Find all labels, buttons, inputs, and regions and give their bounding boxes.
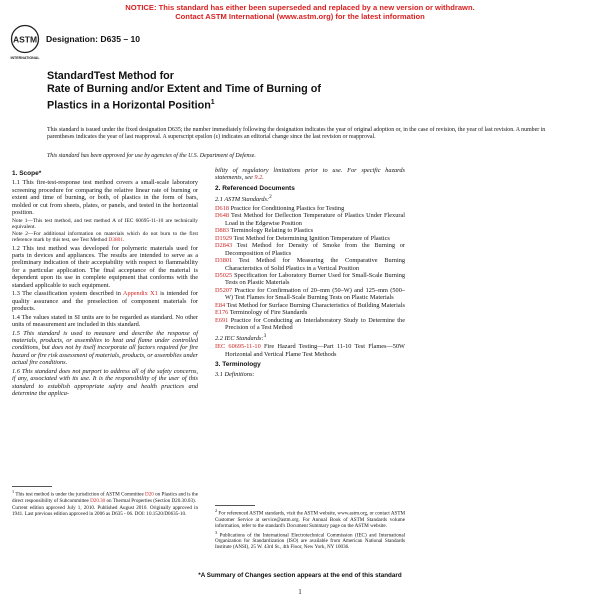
supersede-notice bbox=[0, 3, 600, 21]
scope-1-3 bbox=[12, 290, 198, 312]
link-d20-30[interactable]: D20.30 bbox=[90, 497, 106, 504]
note-1: Note 1—This test method, and test method A of IEC 60695-11-10 are technically equivalent. bbox=[12, 217, 198, 230]
reference-title: Specification for Laboratory Burner Used for Small-Scale Burning Tests on Plastic Materials bbox=[225, 271, 405, 287]
link-d3801[interactable]: D3801 bbox=[108, 237, 124, 244]
scope-1-3-text: 1.3 The classification system described in bbox=[12, 290, 123, 298]
title-line-3 bbox=[47, 96, 487, 113]
title-line-2: Rate of Burning and/or Extent and Time of Burning of bbox=[47, 83, 321, 95]
reference-item bbox=[215, 287, 405, 302]
footnote-1-mid: on Plastics and is the direct responsibility of Subcommittee bbox=[12, 491, 198, 504]
scope-1-5: 1.5 This standard is used to measure and describe the response of materials, products, or assemblies to heat and flame under controlled conditions, but does not by itself incorporate all factors required for fire hazard or fire risk assessment of materials, products, or assemblies under actual fire conditions. bbox=[12, 329, 198, 367]
reference-link-d3801[interactable]: D3801 bbox=[215, 257, 233, 265]
footnotes-left bbox=[12, 486, 198, 518]
reference-title: Test Method for Density of Smoke from the Burning or Decomposition of Plastics bbox=[225, 242, 405, 257]
reference-item bbox=[215, 272, 405, 287]
note-2 bbox=[12, 231, 198, 243]
designation: Designation: D635 – 10 bbox=[46, 34, 141, 44]
footnotes-right bbox=[215, 505, 405, 551]
footnote-rule-left bbox=[12, 486, 52, 487]
reference-item bbox=[215, 227, 405, 234]
astm-standards-label: 2.1 ASTM Standards: bbox=[215, 196, 270, 204]
note-2-text: Note 2—For additional information on materials which do not burn to the first reference mark by this test, see Test Method bbox=[12, 231, 198, 244]
scope-cont-text: bility of regulatory limitations prior to use. For specific hazards statements, see bbox=[215, 167, 405, 182]
iec-reference-title: Fire Hazard Testing—Part 11-10 Test Flames—50W Horizontal and Vertical Flame Test Methods bbox=[225, 343, 406, 358]
scope-1-2: 1.2 This test method was developed for polymeric materials used for parts in devices and appliances. The results are intended to serve as a preliminary indication of their acceptability with respect to flammability for a particular application. The final acceptance of the material is dependent upon its use in complete equipment that conforms with the standard applicable to such equipment. bbox=[12, 244, 198, 289]
astm-footnote-mark: 2 bbox=[269, 194, 272, 201]
reference-item bbox=[215, 257, 405, 272]
reference-link-d648[interactable]: D648 bbox=[215, 212, 229, 220]
scope-1-6-continued bbox=[215, 167, 405, 182]
notice-line-1: NOTICE: This standard has either been superseded and replaced by a new version or withdrawn. bbox=[125, 3, 475, 12]
logo-subtext: INTERNATIONAL bbox=[10, 56, 40, 60]
reference-title: Test Method for Deflection Temperature of Plastics Under Flexural Load in the Edgewise Position bbox=[225, 212, 405, 227]
reference-item bbox=[215, 242, 405, 257]
reference-link-d618[interactable]: D618 bbox=[215, 204, 229, 212]
reference-item bbox=[215, 235, 405, 242]
link-9-2[interactable]: 9.2 bbox=[254, 174, 263, 182]
logo-text: ASTM bbox=[12, 34, 38, 45]
footnote-1-text: This test method is under the jurisdiction of ASTM Committee bbox=[15, 491, 146, 498]
footnote-2-mark: 2 bbox=[215, 508, 218, 513]
notice-line-2: Contact ASTM International (www.astm.org) for the latest information bbox=[175, 12, 425, 21]
reference-item bbox=[215, 309, 405, 316]
scope-1-6: 1.6 This standard does not purport to address all of the safety concerns, if any, associated with its use. It is the responsibility of the user of this standard to establish appropriate safety and health practices and determine the applica- bbox=[12, 367, 198, 398]
definitions-subheading: 3.1 Definitions: bbox=[215, 370, 255, 378]
link-appendix-x1[interactable]: Appendix X1 bbox=[122, 290, 158, 298]
scope-cont-end: . bbox=[262, 174, 264, 182]
reference-title: Test Method for Surface Burning Characteristics of Building Materials bbox=[225, 301, 405, 309]
reference-link-d5025[interactable]: D5025 bbox=[215, 271, 233, 279]
terminology-heading: 3. Terminology bbox=[215, 361, 261, 369]
scope-1-4: 1.4 The values stated in SI units are to be regarded as standard. No other units of measurement are included in this standard. bbox=[12, 313, 198, 329]
footnote-2-text: For referenced ASTM standards, visit the ASTM website, www.astm.org, or contact ASTM Customer Service at service@astm.org. For Annual Book of ASTM Standards volume information, refer to the standard's Document Summary page on the ASTM website. bbox=[215, 510, 405, 529]
reference-item bbox=[215, 317, 405, 332]
reference-title: Practice for Confirmation of 20–mm (50–W) and 125–mm (500–W) Test Flames for Small-Scale Burning Tests on Plastic Materials bbox=[225, 286, 405, 302]
title-line-1: StandardTest Method for bbox=[47, 70, 174, 82]
reference-link-e176[interactable]: E176 bbox=[215, 309, 229, 317]
reference-title: Terminology of Fire Standards bbox=[228, 309, 308, 317]
footnote-current-edition: Current edition approved July 1, 2010. Published August 2010. Originally approved in 1941. Last previous edition approved in 2006 as D635 - 06. DOI: 10.1520/D0635-10. bbox=[12, 504, 198, 517]
reference-link-d883[interactable]: D883 bbox=[215, 227, 229, 235]
right-column bbox=[215, 167, 405, 379]
iec-standards-label: 2.2 IEC Standards: bbox=[215, 334, 264, 342]
footnote-2 bbox=[215, 508, 405, 529]
reference-item bbox=[215, 212, 405, 227]
scope-1-1: 1.1 This fire-test-response test method covers a small-scale laboratory screening procedure for comparing the relative linear rate of burning or extent and time of burning, or both, of plastics in the form of bars, molded or cut from sheets, plates, or panels, and tested in the horizontal position. bbox=[12, 179, 198, 217]
footnote-3 bbox=[215, 530, 405, 551]
iec-reference bbox=[215, 343, 405, 358]
left-column bbox=[12, 167, 198, 399]
reference-title: Practice for Conducting an Interlaboratory Study to Determine the Precision of a Test Method bbox=[225, 316, 405, 332]
iec-standards-lead bbox=[215, 333, 405, 343]
footnote-3-mark: 3 bbox=[215, 529, 218, 535]
footnote-rule-right bbox=[215, 505, 255, 506]
reference-title: Test Method for Measuring the Comparative Burning Characteristics of Solid Plastics in a Vertical Position bbox=[225, 257, 405, 272]
reference-link-d2843[interactable]: D2843 bbox=[215, 242, 233, 250]
designation-explanation: This standard is issued under the fixed designation D635; the number immediately following the designation indicates the year of original adoption or, in the case of revision, the year of last revision. A number in parentheses indicates the year of last reapproval. A superscript epsilon (ε) indicates an editorial change since the last revision or reapproval. bbox=[47, 127, 546, 140]
summary-of-changes-note: *A Summary of Changes section appears at the end of this standard bbox=[198, 572, 402, 579]
reference-link-d5207[interactable]: D5207 bbox=[215, 286, 233, 294]
dod-approval-note: This standard has been approved for use by agencies of the U.S. Department of Defense. bbox=[47, 153, 256, 159]
scope-heading: 1. Scope* bbox=[12, 170, 42, 177]
referenced-documents-heading: 2. Referenced Documents bbox=[215, 184, 295, 192]
astm-standards-lead bbox=[215, 194, 405, 204]
title-line-3-text: Plastics in a Horizontal Position bbox=[47, 99, 211, 112]
astm-reference-list bbox=[215, 205, 405, 332]
reference-item bbox=[215, 302, 405, 309]
link-iec-60695-11-10[interactable]: IEC 60695-11-10 bbox=[215, 343, 261, 351]
footnote-1-mark: 1 bbox=[12, 489, 15, 494]
note-2-end: . bbox=[123, 237, 125, 244]
link-d20[interactable]: D20 bbox=[145, 491, 154, 498]
document-title bbox=[47, 70, 487, 113]
reference-link-d1929[interactable]: D1929 bbox=[215, 234, 233, 242]
reference-link-e84[interactable]: E84 bbox=[215, 301, 226, 309]
footnote-1-end: on Thermal Properties (Section D20.30.03). bbox=[105, 497, 196, 504]
iec-footnote-mark: 3 bbox=[263, 332, 267, 339]
reference-item bbox=[215, 205, 405, 212]
footnote-3-text: Publications of the International Electrotechnical Commission (IEC) and International Organization for Standardization (ISO) are available from American National Standards Institute (ANSI), 25 W. 43rd St., 4th Floor, New York, NY 10036. bbox=[215, 532, 406, 551]
page-number: 1 bbox=[298, 588, 302, 596]
reference-title: Practice for Conditioning Plastics for Testing bbox=[229, 204, 345, 212]
astm-logo bbox=[10, 24, 40, 62]
reference-title: Terminology Relating to Plastics bbox=[229, 227, 314, 235]
scope-1-3-end: is intended for quality assurance and the preselection of component materials for products. bbox=[12, 290, 198, 313]
reference-title: Test Method for Determining Ignition Temperature of Plastics bbox=[232, 234, 390, 242]
reference-link-e691[interactable]: E691 bbox=[215, 316, 229, 324]
footnote-1 bbox=[12, 489, 198, 504]
title-footnote-mark: 1 bbox=[210, 99, 215, 106]
